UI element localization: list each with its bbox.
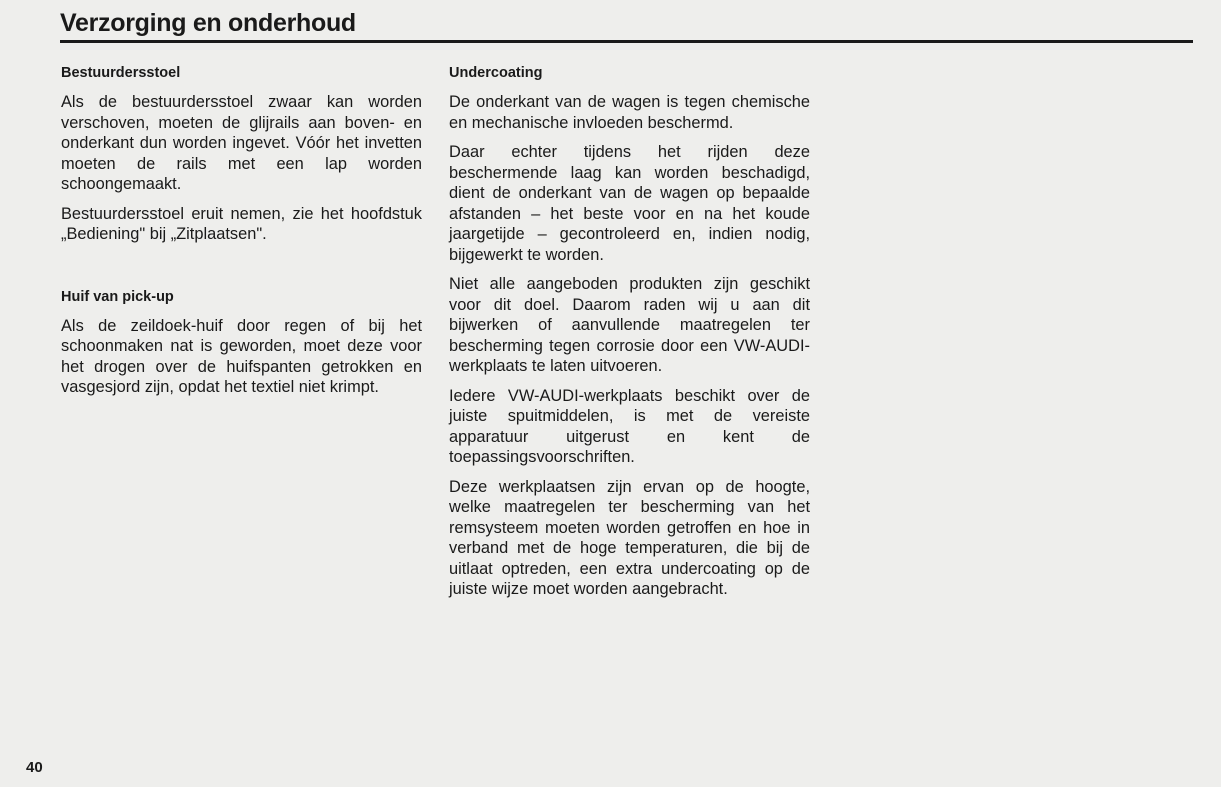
section-heading-bestuurdersstoel: Bestuurdersstoel [61,65,181,81]
section-gap [61,254,422,287]
page-number: 40 [26,759,43,776]
section-heading-undercoating: Undercoating [449,65,543,81]
section-heading-huif: Huif van pick-up [61,288,174,305]
paragraph: Daar echter tijdens het rijden deze beschermende laag kan worden beschadigd, dient de onderkant van de wagen op bepaalde afstanden – het beste voor en na het koude jaargetijde – gecontroleerd en, indien nodig, bijgewerkt te worden. [449,143,810,264]
paragraph: Als de zeildoek-huif door regen of bij het schoonmaken nat is geworden, moet deze voor het drogen over de huifspanten getrokken en vasgesjord zijn, opdat het textiel niet krimpt. [61,316,422,396]
page-title: Verzorging en onderhoud [60,9,356,37]
right-column [449,63,810,609]
paragraph: De onderkant van de wagen is tegen chemische en mechanische invloeden beschermd. [449,93,810,132]
paragraph: Niet alle aangeboden produkten zijn geschikt voor dit doel. Daarom raden wij u aan dit bijwerken of aanvullende maatregelen ter bescherming tegen corrosie door een VW-AUDI-werkplaats te laten uitvoeren. [449,275,810,375]
left-column [61,63,422,407]
page-header [60,6,1193,43]
paragraph: Deze werkplaatsen zijn ervan op de hoogte, welke maatregelen ter bescherming van het remsysteem moeten worden getroffen en hoe in verband met de hoge temperaturen, die bij de uitlaat optreden, een extra undercoating op de juiste wijze moet worden aangebracht. [449,477,810,598]
paragraph: Bestuurdersstoel eruit nemen, zie het hoofdstuk „Bediening" bij „Zitplaatsen". [61,204,422,243]
paragraph: Als de bestuurdersstoel zwaar kan worden verschoven, moeten de glijrails aan boven- en onderkant dun worden ingevet. Vóór het invetten moeten de rails met een lap worden schoongemaakt. [61,93,422,193]
paragraph: Iedere VW-AUDI-werkplaats beschikt over de juiste spuitmiddelen, is met de vereiste apparatuur uitgerust en kent de toepassingsvoorschriften. [449,386,810,466]
